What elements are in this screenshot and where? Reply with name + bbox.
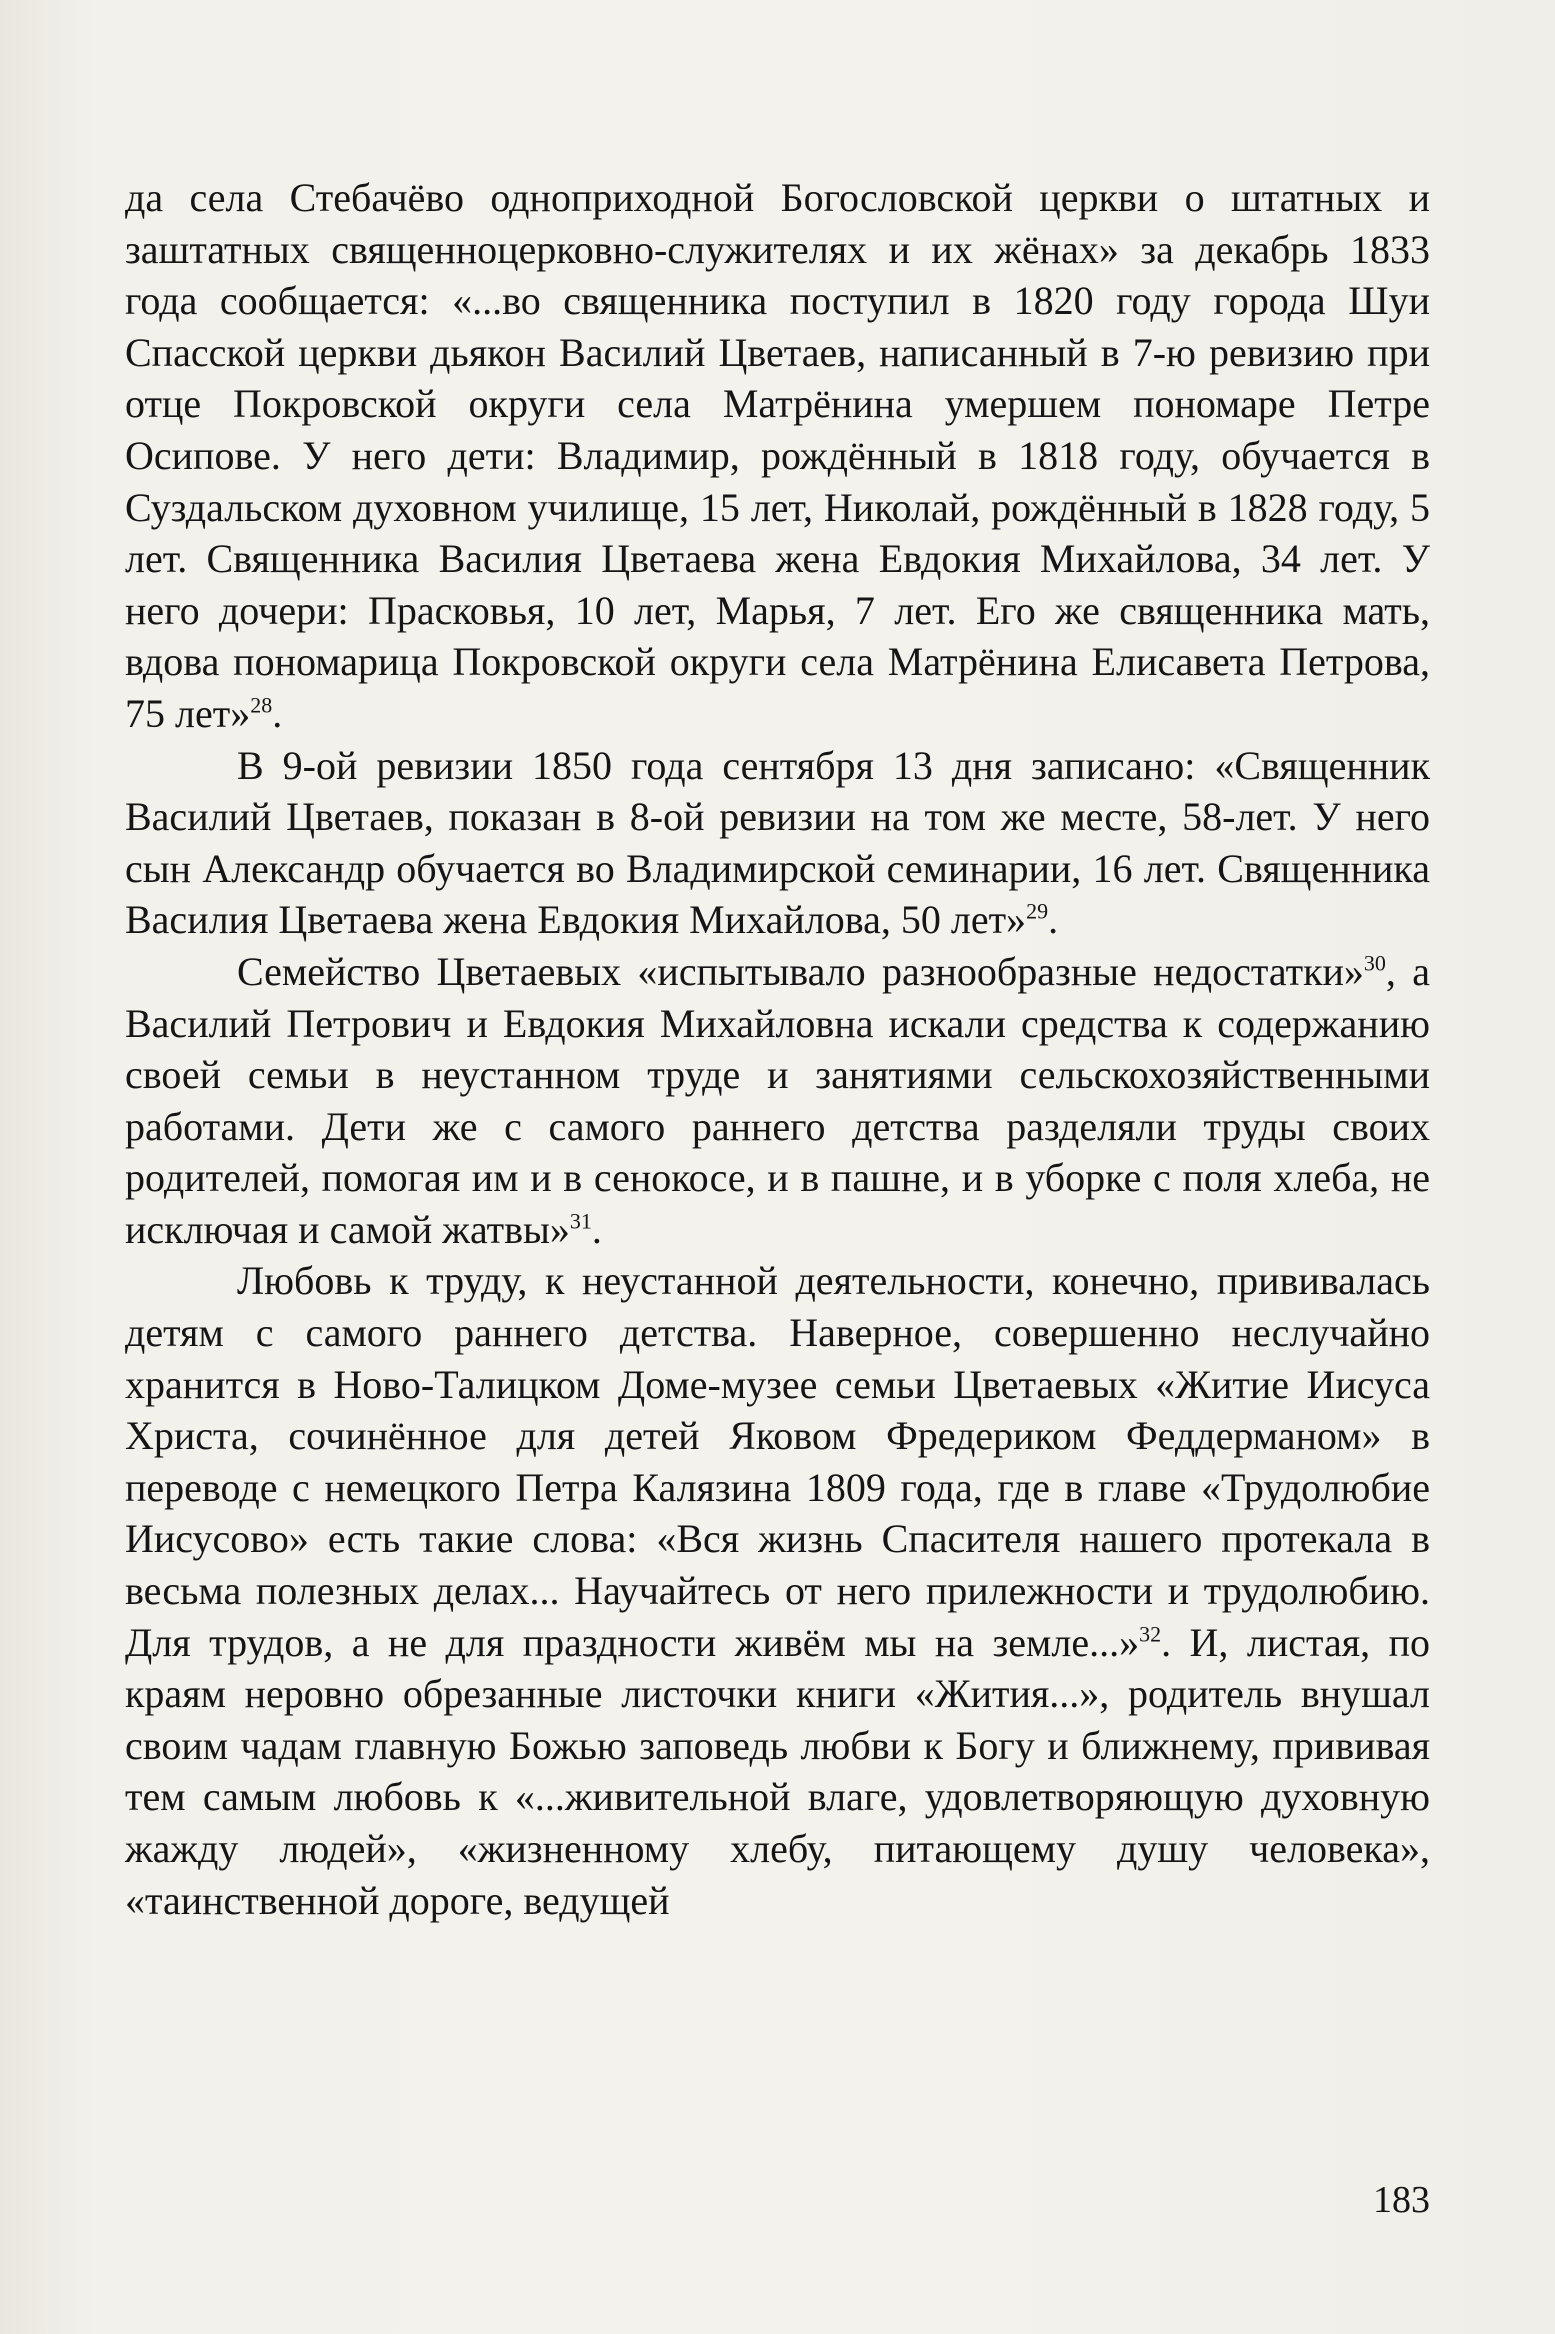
footnote-ref-28: 28 — [250, 692, 273, 718]
footnote-ref-29: 29 — [1026, 898, 1049, 924]
paragraph-3-text-b: , а Василий Петрович и Евдокия Михайловна искали средства к содержанию своей семьи в неустанном труде и занятиями сельскохозяйственными работами. Дети же с самого раннего детства разделяли труды своих родителей, помогая им и в сенокосе, и в пашне, и в уборке с поля хлеба, не исключая и самой жатвы» — [125, 948, 1430, 1252]
paragraph-1 — [125, 172, 1430, 740]
footnote-ref-32: 32 — [1139, 1621, 1162, 1647]
paragraph-1-tail: . — [272, 690, 283, 736]
page-number: 183 — [1373, 2179, 1430, 2221]
paragraph-3-text-a: Семейство Цветаевых «испытывало разнообразные недостатки» — [237, 948, 1364, 994]
paragraph-3-tail: . — [591, 1206, 602, 1252]
body-text — [125, 172, 1430, 1926]
paragraph-4-text-b: . И, листая, по краям неровно обрезанные листочки книги «Жития...», родитель внушал своим чадам главную Божью заповедь любви к Богу и ближнему, прививая тем самым любовь к «...живительной влаге, удовлетворяющую духовную жажду людей», «жизненному хлебу, питающему душу человека», «таинственной дороге, ведущей — [125, 1619, 1430, 1923]
footnote-ref-31: 31 — [569, 1208, 592, 1234]
paragraph-2-tail: . — [1048, 897, 1059, 943]
paragraph-1-text: да села Стебачёво одноприходной Богословской церкви о штатных и заштатных священноцерковно-служителях и их жёнах» за декабрь 1833 года сообщается: «...во священника поступил в 1820 году города Шуи Спасской церкви дьякон Василий Цветаев, написанный в 7-ю ревизию при отце Покровской округи села Матрёнина умершем пономаре Петре Осипове. У него дети: Владимир, рождённый в 1818 году, обучается в Суздальском духовном училище, 15 лет, Николай, рождённый в 1828 году, 5 лет. Священника Василия Цветаева жена Евдокия Михайлова, 34 лет. У него дочери: Прасковья, 10 лет, Марья, 7 лет. Его же священника мать, вдова пономарица Покровской округи села Матрёнина Елисавета Петрова, 75 лет» — [125, 175, 1430, 736]
paragraph-4 — [125, 1255, 1430, 1926]
footnote-ref-30: 30 — [1363, 950, 1386, 976]
paragraph-3 — [125, 946, 1430, 1256]
paragraph-4-text-a: Любовь к труду, к неустанной деятельности, конечно, прививалась детям с самого раннего детства. Наверное, совершенно неслучайно хранится в Ново-Талицком Доме-музее семьи Цветаевых «Житие Иисуса Христа, сочинённое для детей Яковом Фредериком Феддерманом» в переводе с немецкого Петра Калязина 1809 года, где в главе «Трудолюбие Иисусово» есть такие слова: «Вся жизнь Спасителя нашего протекала в весьма полезных делах... Научайтесь от него прилежности и трудолюбию. Для трудов, а не для праздности живём мы на земле...» — [125, 1258, 1430, 1665]
paragraph-2-text: В 9-ой ревизии 1850 года сентября 13 дня записано: «Священник Василий Цветаев, показан в 8-ой ревизии на том же месте, 58-лет. У него сын Александр обучается во Владимирской семинарии, 16 лет. Священника Василия Цветаева жена Евдокия Михайлова, 50 лет» — [125, 742, 1430, 943]
paragraph-2 — [125, 740, 1430, 946]
